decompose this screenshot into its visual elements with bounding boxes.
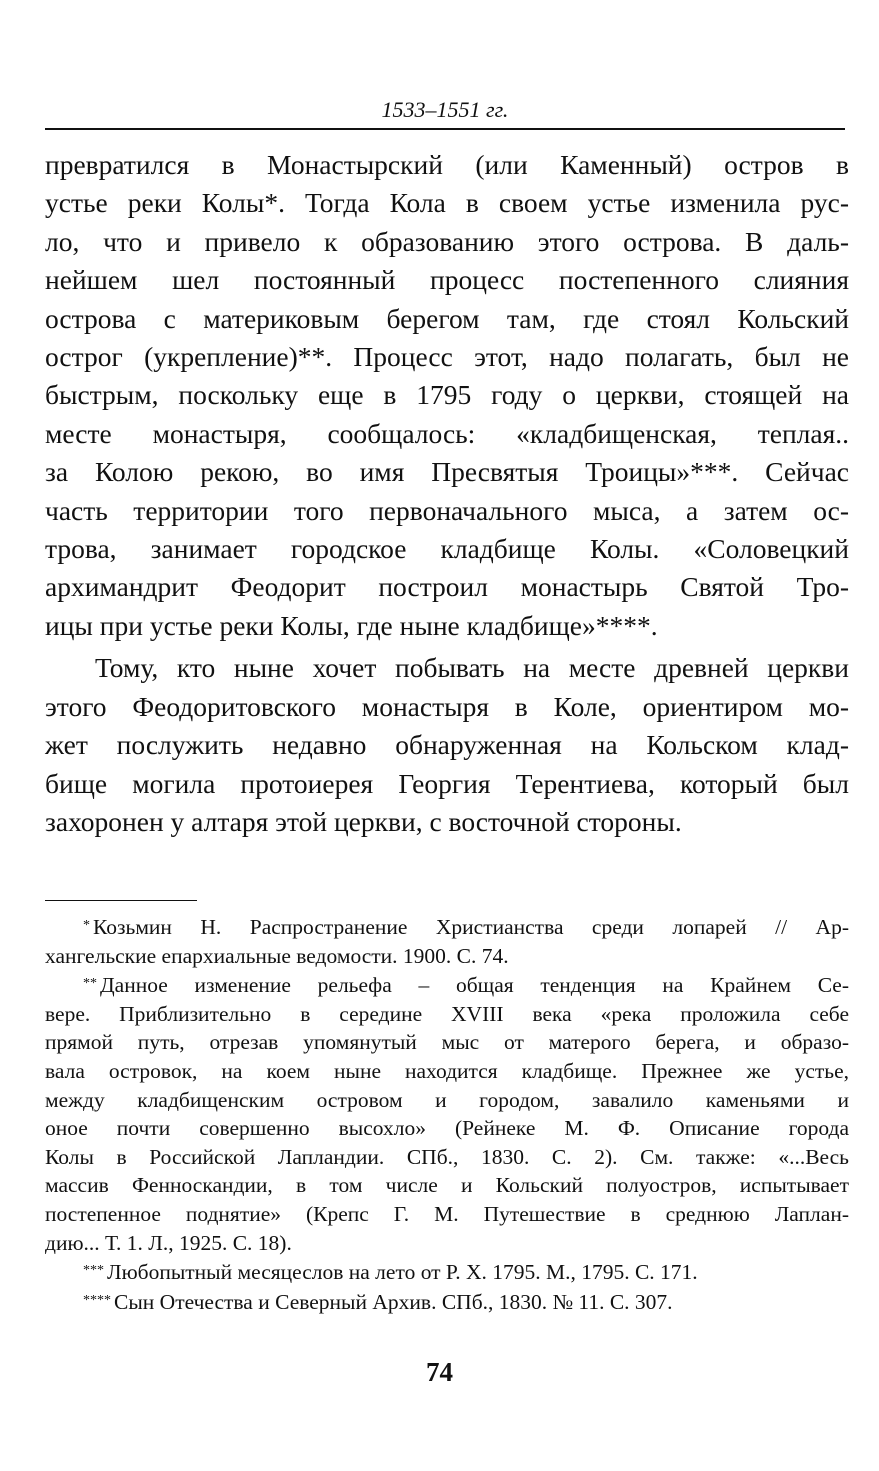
footnote-mark: ****: [83, 1292, 111, 1308]
text-line: острова с материковым берегом там, где стоял Кольский: [45, 302, 849, 334]
text-line: Тому, кто ныне хочет побывать на месте древней церкви: [95, 652, 849, 684]
footnote-line: [45, 1257, 849, 1287]
footnote-mark: *: [83, 918, 90, 933]
footnote-mark: **: [83, 976, 97, 992]
text-line: острог (укрепление)**. Процесс этот, надо полагать, был не: [45, 341, 849, 373]
footnote-line: Колы в Российской Лапландии. СПб., 1830. С. 2). См. также: «...Весь: [45, 1144, 849, 1169]
footnote-separator: [45, 900, 197, 901]
footnote-line: между кладбищенским островом и городом, завалило каменьями и: [45, 1087, 849, 1112]
main-text: [45, 146, 849, 841]
footnote-line: [45, 1287, 849, 1317]
running-head-title: 1533–1551 гг.: [381, 97, 509, 122]
footnote-line: вере. Приблизительно в середине XVIII века «река проложила себе: [45, 1001, 849, 1026]
text-line: трова, занимает городское кладбище Колы. «Соловецкий: [45, 533, 849, 565]
footnote-line: прямой путь, отрезав упомянутый мыс от матерого берега, и образо-: [45, 1030, 849, 1055]
footnote-text: Сын Отечества и Северный Архив. СПб., 1830. № 11. С. 307.: [114, 1289, 673, 1314]
footnote-line: [45, 970, 849, 1000]
footnote-mark: ***: [83, 1263, 104, 1279]
header-rule: [45, 128, 845, 130]
text-line: нейшем шел постоянный процесс постепенного слияния: [45, 264, 849, 296]
text-line: месте монастыря, сообщалось: «кладбищенская, теплая..: [45, 417, 849, 449]
footnote-line: [45, 912, 849, 942]
text-line: быстрым, поскольку еще в 1795 году о церкви, стоящей на: [45, 379, 849, 411]
footnote-2: [45, 970, 849, 1257]
text-line: бище могила протоиерея Георгия Терентиева, который был: [45, 767, 849, 799]
footnote-line: массив Фенноскандии, в том числе и Кольский полуостров, испытывает: [45, 1173, 849, 1198]
text-line: захоронен у алтаря этой церкви, с восточной стороны.: [45, 805, 682, 837]
footnote-text: Данное изменение рельефа – общая тенденция на Крайнем Се-: [100, 973, 849, 998]
footnote-4: [45, 1287, 849, 1317]
footnote-1: [45, 912, 849, 970]
footnotes: [45, 912, 849, 1316]
footnote-text: Любопытный месяцеслов на лето от Р. Х. 1795. М., 1795. С. 171.: [107, 1260, 698, 1285]
footnote-line: оное почти совершенно высохло» (Рейнеке М. Ф. Описание города: [45, 1116, 849, 1141]
footnote-line: дию... Т. 1. Л., 1925. С. 18).: [45, 1230, 292, 1255]
footnote-line: хангельские епархиальные ведомости. 1900. С. 74.: [45, 943, 509, 968]
footnote-line: вала островок, на коем ныне находится кладбище. Прежнее же устье,: [45, 1058, 849, 1083]
text-line: устье реки Колы*. Тогда Кола в своем устье изменила рус-: [45, 187, 849, 219]
paragraph-2: [45, 649, 849, 841]
text-line: ицы при устье реки Колы, где ныне кладбище»****.: [45, 609, 658, 641]
text-line: превратился в Монастырский (или Каменный) остров в: [45, 149, 849, 180]
text-line: ло, что и привело к образованию этого острова. В даль-: [45, 225, 849, 257]
text-line: за Колою рекою, во имя Пресвятыя Троицы»***. Сейчас: [45, 456, 849, 488]
footnote-text: Козьмин Н. Распространение Христианства среди лопарей // Ар-: [93, 915, 849, 939]
footnote-3: [45, 1257, 849, 1287]
text-line: жет послужить недавно обнаруженная на Кольском клад-: [45, 729, 849, 761]
paragraph-1: [45, 146, 849, 645]
text-line: часть территории того первоначального мыса, а затем ос-: [45, 494, 849, 526]
text-line: этого Феодоритовского монастыря в Коле, ориентиром мо-: [45, 690, 849, 722]
footnote-line: постепенное поднятие» (Крепс Г. М. Путешествие в среднюю Лаплан-: [45, 1201, 849, 1226]
page-number: 74: [426, 1357, 453, 1387]
text-line: архимандрит Феодорит построил монастырь Святой Тро-: [45, 571, 849, 603]
